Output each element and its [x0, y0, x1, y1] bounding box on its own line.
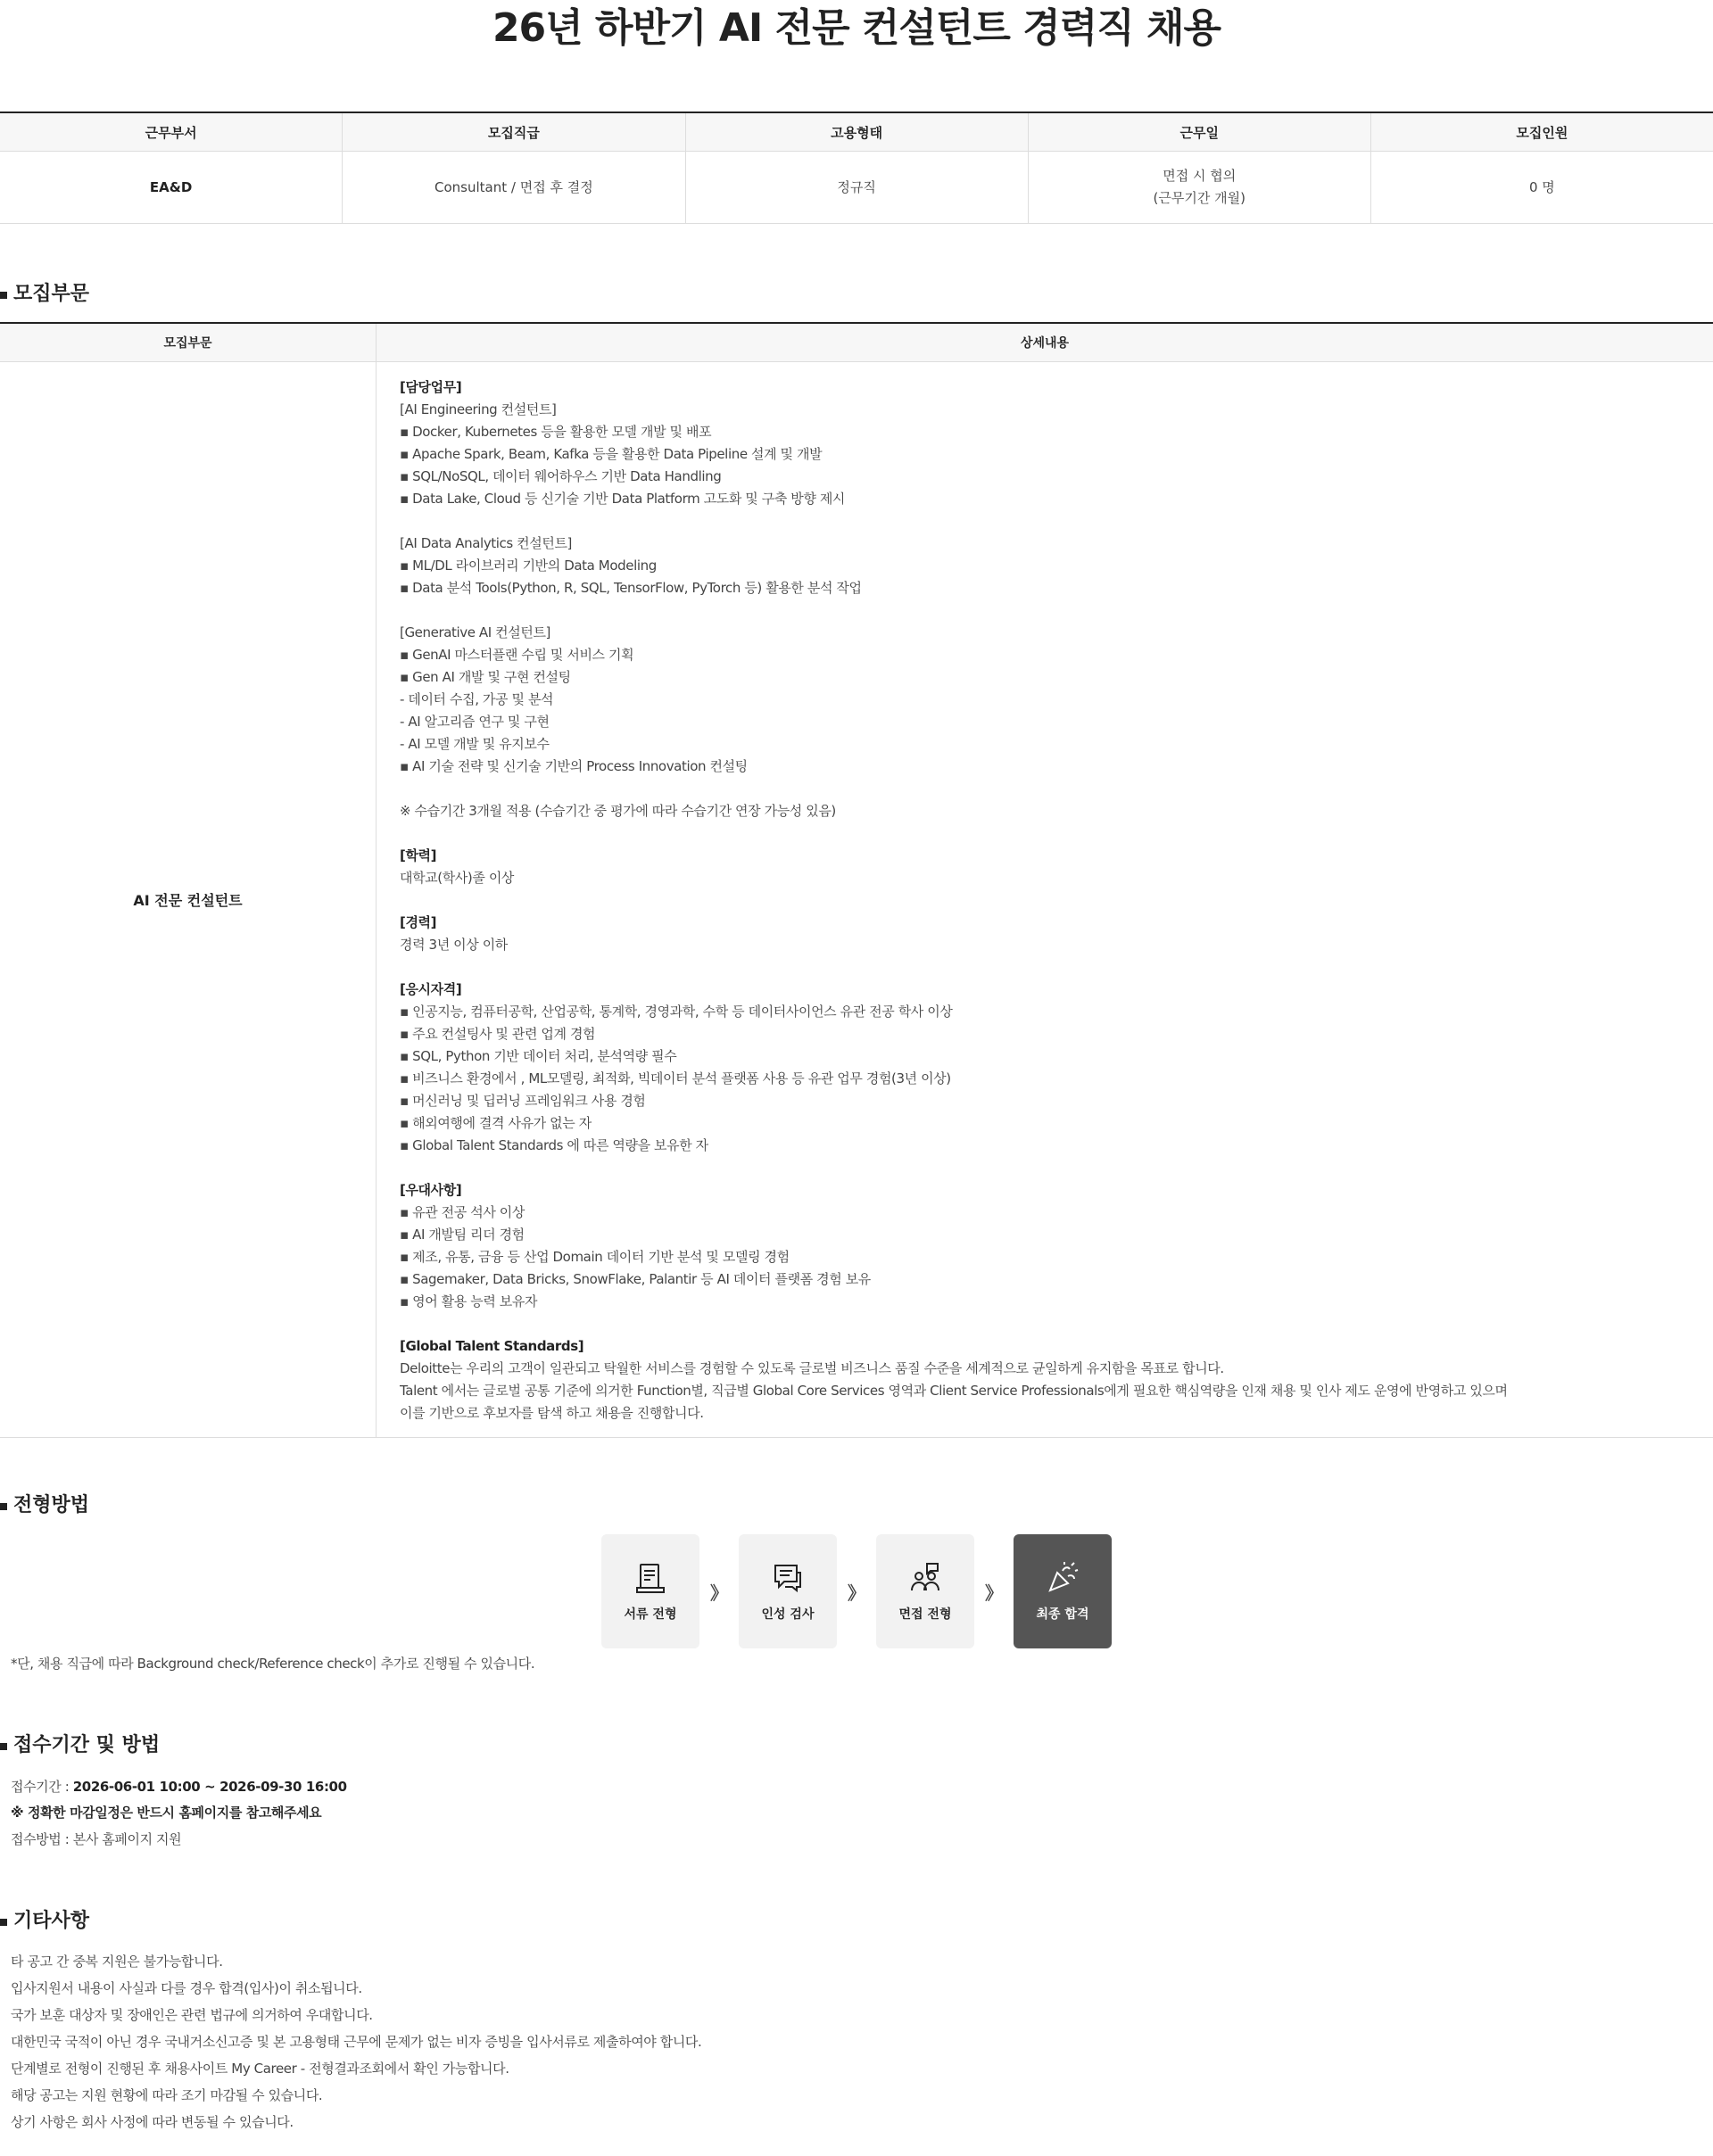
process-note: *단, 채용 직급에 따라 Background check/Reference check이 추가로 진행될 수 있습니다. [11, 1656, 535, 1672]
application-period [11, 1773, 347, 1800]
header-employment-type: 고용형태 [685, 112, 1028, 152]
header-position: 모집부문 [0, 323, 377, 362]
detail-heading: [경력] [400, 914, 437, 930]
step-final-pass [1014, 1534, 1112, 1648]
detail-line: ▪ Global Talent Standards 에 따른 역량을 보유한 자 [400, 1137, 708, 1153]
misc-item: 입사지원서 내용이 사실과 다를 경우 합격(입사)이 취소됩니다. [11, 1980, 362, 1996]
detail-line [400, 1157, 1713, 1179]
detail-line: ▪ 제조, 유통, 금융 등 산업 Domain 데이터 기반 분석 및 모델링 경험 [400, 1249, 790, 1265]
detail-line: 대학교(학사)졸 이상 [400, 870, 514, 886]
misc-item: 국가 보훈 대상자 및 장애인은 관련 법규에 의거하여 우대합니다. [11, 2007, 373, 2023]
detail-line: [AI Engineering 컨설턴트] [400, 401, 557, 417]
detail-line: 이를 기반으로 후보자를 탐색 하고 채용을 진행합니다. [400, 1405, 704, 1421]
deadline-note: ※ 정확한 마감일정은 반드시 홈페이지를 참고해주세요 [11, 1805, 322, 1821]
misc-item: 해당 공고는 지원 현황에 따라 조기 마감될 수 있습니다. [11, 2087, 323, 2103]
period-value: 2026-06-01 10:00 ~ 2026-09-30 16:00 [72, 1779, 347, 1795]
step-personality-test [739, 1534, 837, 1648]
header-rank: 모집직급 [343, 112, 685, 152]
recruit-section-heading: 모집부문 [0, 280, 89, 309]
step-interview [876, 1534, 974, 1648]
period-label: 접수기간 : [11, 1779, 73, 1795]
process-steps [601, 1534, 1112, 1648]
document-icon [633, 1560, 668, 1596]
header-details: 상세내용 [377, 323, 1713, 362]
detail-line: - 데이터 수집, 가공 및 분석 [400, 691, 554, 707]
detail-line [400, 778, 1713, 800]
header-work-days: 근무일 [1028, 112, 1370, 152]
detail-line: ▪ 주요 컨설팅사 및 관련 업계 경험 [400, 1026, 596, 1042]
detail-line: ▪ 머신러닝 및 딥러닝 프레임워크 사용 경험 [400, 1093, 646, 1109]
page-title: 26년 하반기 AI 전문 컨설턴트 경력직 채용 [492, 5, 1221, 51]
detail-line: ▪ 인공지능, 컴퓨터공학, 산업공학, 통계학, 경영과학, 수학 등 데이터사이언스 유관 전공 학사 이상 [400, 1004, 953, 1020]
value-rank: Consultant / 면접 후 결정 [343, 152, 685, 224]
step-label: 인성 검사 [761, 1607, 815, 1622]
detail-heading: [응시자격] [400, 981, 462, 997]
detail-line: ▪ Data 분석 Tools(Python, R, SQL, TensorFlow, PyTorch 등) 활용한 분석 작업 [400, 580, 862, 596]
detail-line: Talent 에서는 글로벌 공통 기준에 의거한 Function별, 직급별 Global Core Services 영역과 Client Service Professionals에게 필요한 핵심역량을 인재 채용 및 인사 제도 운영에 반영하고 있으며 [400, 1383, 1508, 1399]
step-label: 면접 전형 [898, 1607, 952, 1622]
detail-line: ▪ Sagemaker, Data Bricks, SnowFlake, Palantir 등 AI 데이터 플랫폼 경험 보유 [400, 1271, 871, 1287]
detail-heading: [Global Talent Standards] [400, 1338, 584, 1354]
detail-heading: [학력] [400, 847, 437, 863]
misc-item: 대한민국 국적이 아닌 경우 국내거소신고증 및 본 고용형태 근무에 문제가 없는 비자 증빙을 입사서류로 제출하여야 합니다. [11, 2034, 702, 2050]
detail-line [400, 1313, 1713, 1335]
misc-item: 타 공고 간 중복 지원은 불가능합니다. [11, 1954, 223, 1970]
detail-line [400, 599, 1713, 622]
detail-line: 경력 3년 이상 이하 [400, 937, 508, 953]
detail-line: ▪ 유관 전공 석사 이상 [400, 1204, 525, 1220]
detail-line: ▪ 영어 활용 능력 보유자 [400, 1293, 538, 1309]
misc-item: 상기 사항은 회사 사정에 따라 변동될 수 있습니다. [11, 2114, 294, 2130]
detail-line [400, 889, 1713, 912]
detail-line: - AI 모델 개발 및 유지보수 [400, 736, 550, 752]
job-info-table [0, 112, 1713, 224]
detail-line: ▪ Gen AI 개발 및 구현 컨설팅 [400, 669, 571, 685]
step-document-screening [601, 1534, 699, 1648]
step-label: 서류 전형 [624, 1607, 677, 1622]
detail-line: [Generative AI 컨설턴트] [400, 624, 550, 640]
detail-line: ▪ Docker, Kubernetes 등을 활용한 모델 개발 및 배포 [400, 424, 712, 440]
detail-line: ▪ Data Lake, Cloud 등 신기술 기반 Data Platform 고도화 및 구축 방향 제시 [400, 491, 846, 507]
step-arrow: 》 [985, 1582, 1003, 1604]
process-section-heading: 전형방법 [0, 1491, 89, 1520]
application-method: 접수방법 : 본사 홈페이지 지원 [11, 1831, 182, 1847]
application-section-heading: 접수기간 및 방법 [0, 1731, 160, 1760]
detail-line: ※ 수습기간 3개월 적용 (수습기간 중 평가에 따라 수습기간 연장 가능성 있음) [400, 803, 836, 819]
detail-line [400, 510, 1713, 533]
chat-icon [770, 1560, 806, 1596]
header-department: 근무부서 [0, 112, 343, 152]
position-name: AI 전문 컨설턴트 [0, 362, 377, 1438]
value-department: EA&D [0, 152, 343, 224]
detail-heading: [담당업무] [400, 379, 462, 395]
detail-line [400, 956, 1713, 979]
detail-line: ▪ AI 개발팀 리더 경험 [400, 1227, 525, 1243]
misc-item: 단계별로 전형이 진행된 후 채용사이트 My Career - 전형결과조회에서 확인 가능합니다. [11, 2061, 509, 2077]
detail-line: ▪ 비즈니스 환경에서 , ML모델링, 최적화, 빅데이터 분석 플랫폼 사용 등 유관 업무 경험(3년 이상) [400, 1070, 951, 1086]
detail-line: ▪ Apache Spark, Beam, Kafka 등을 활용한 Data Pipeline 설계 및 개발 [400, 446, 823, 462]
value-headcount: 0 명 [1370, 152, 1713, 224]
detail-line: Deloitte는 우리의 고객이 일관되고 탁월한 서비스를 경험할 수 있도록 글로벌 비즈니스 품질 수준을 세계적으로 균일하게 유지함을 목표로 합니다. [400, 1360, 1224, 1376]
step-arrow: 》 [710, 1582, 728, 1604]
detail-line: [AI Data Analytics 컨설턴트] [400, 535, 572, 551]
step-label: 최종 합격 [1036, 1607, 1089, 1622]
detail-heading: [우대사항] [400, 1182, 462, 1198]
step-arrow: 》 [848, 1582, 865, 1604]
interview-icon [907, 1560, 943, 1596]
header-headcount: 모집인원 [1370, 112, 1713, 152]
detail-line: ▪ SQL, Python 기반 데이터 처리, 분석역량 필수 [400, 1048, 677, 1064]
detail-line: - AI 알고리즘 연구 및 구현 [400, 714, 550, 730]
detail-line: ▪ SQL/NoSQL, 데이터 웨어하우스 기반 Data Handling [400, 468, 722, 484]
detail-line [400, 822, 1713, 845]
celebration-icon [1045, 1560, 1080, 1596]
misc-section-heading: 기타사항 [0, 1907, 89, 1936]
detail-line: ▪ GenAI 마스터플랜 수립 및 서비스 기획 [400, 647, 634, 663]
position-details [377, 362, 1713, 1438]
detail-line: ▪ ML/DL 라이브러리 기반의 Data Modeling [400, 558, 657, 574]
value-work-days: 면접 시 협의 (근무기간 개월) [1028, 152, 1370, 224]
detail-line: ▪ AI 기술 전략 및 신기술 기반의 Process Innovation 컨설팅 [400, 758, 748, 774]
recruit-table [0, 322, 1713, 1438]
detail-line: ▪ 해외여행에 결격 사유가 없는 자 [400, 1115, 592, 1131]
value-employment-type: 정규직 [685, 152, 1028, 224]
